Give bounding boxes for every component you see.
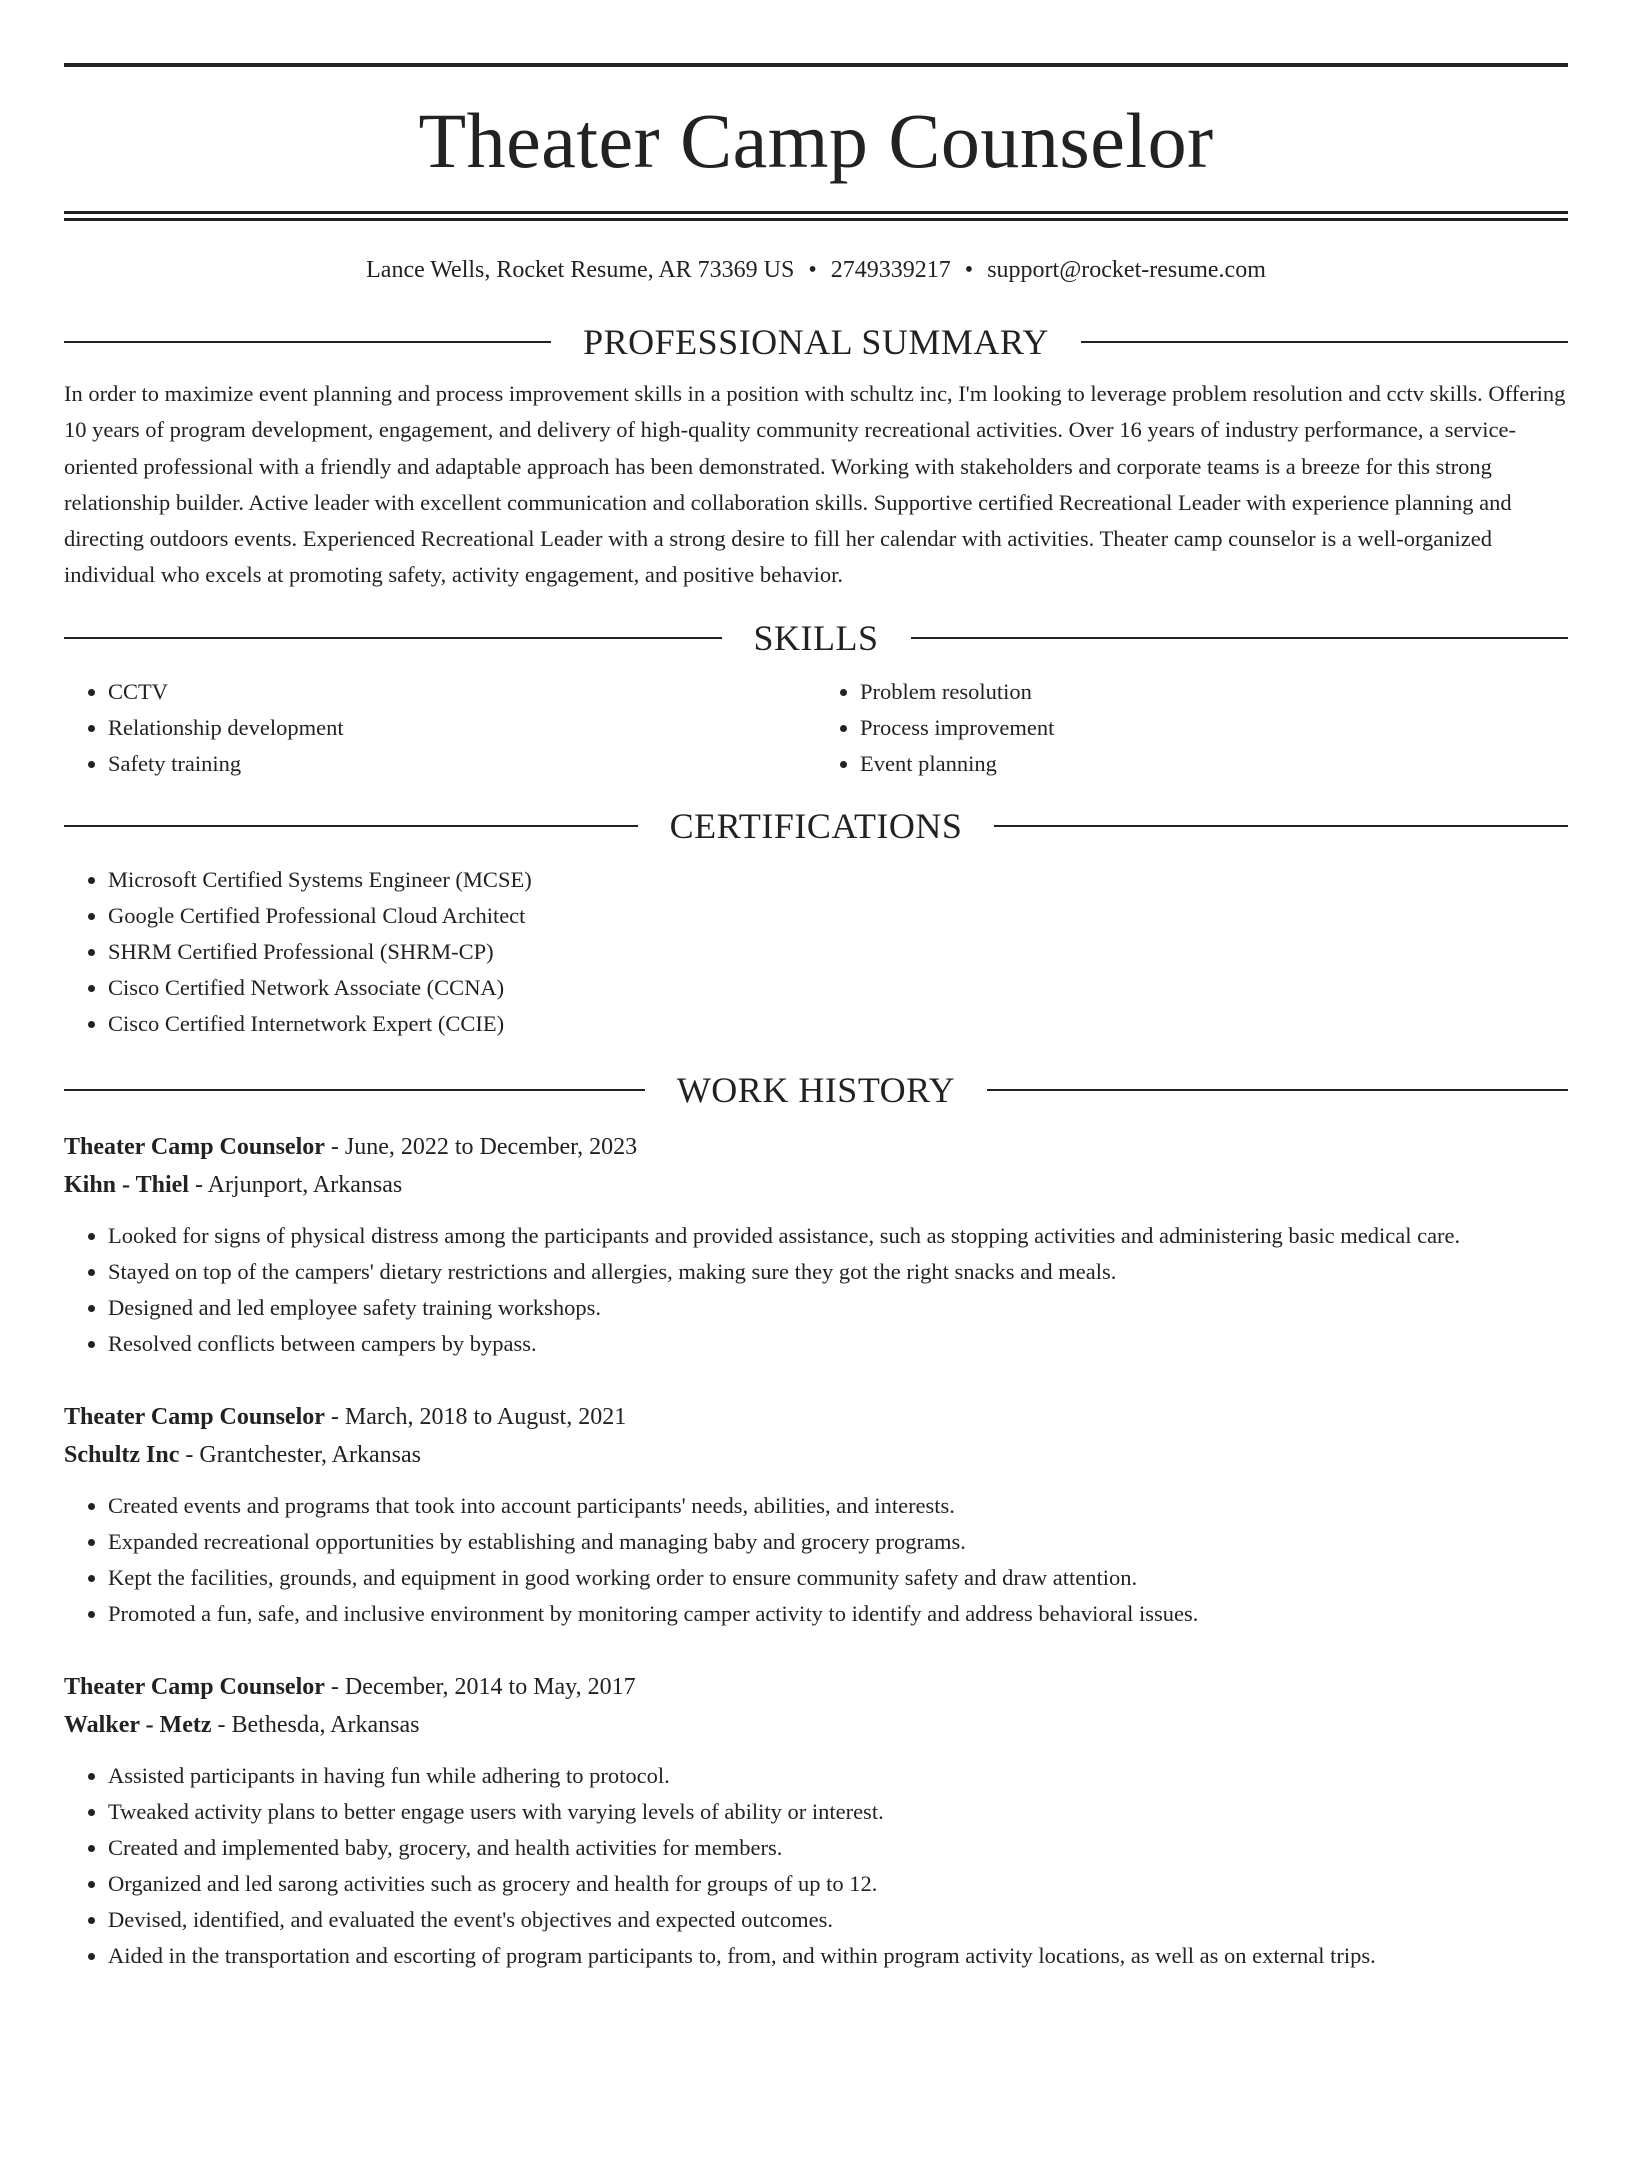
certifications-heading: CERTIFICATIONS [669,805,963,846]
job-title: Theater Camp Counselor [64,1673,325,1700]
skill-item: • Problem resolution [860,674,1568,710]
job-bullets [64,1218,1568,1362]
job-dates: - December, 2014 to May, 2017 [324,1673,636,1700]
page-title: Theater Camp Counselor [418,97,1214,184]
certification-item: • Cisco Certified Internetwork Expert (CCIE) [108,1006,1568,1042]
job-bullets [64,1758,1568,1974]
certification-item: • Cisco Certified Network Associate (CCNA) [108,970,1568,1006]
job-bullet: • Aided in the transportation and escorting of program participants to, from, and within program activity locations, as well as on external trips. [108,1938,1568,1974]
job-entry [64,1128,1568,1362]
job-bullet: • Stayed on top of the campers' dietary restrictions and allergies, making sure they got the right snacks and meals. [108,1254,1568,1290]
job-location: - Bethesda, Arkansas [211,1711,420,1738]
job-company-line [64,1706,1568,1744]
heading-rule-left [64,637,722,639]
job-location: - Grantchester, Arkansas [179,1441,421,1468]
skill-item: • Process improvement [860,710,1568,746]
certification-item: • Microsoft Certified Systems Engineer (MCSE) [108,862,1568,898]
job-bullets [64,1488,1568,1632]
heading-rule-left [64,1089,645,1091]
job-company: Kihn - Thiel [64,1171,189,1198]
job-bullet: • Looked for signs of physical distress among the participants and provided assistance, such as stopping activities and administering basic medical care. [108,1218,1568,1254]
heading-rule-right [911,637,1569,639]
job-bullet: • Organized and led sarong activities such as grocery and health for groups of up to 12. [108,1866,1568,1902]
work-section-heading [64,1068,1568,1112]
skills-column-right [816,674,1568,782]
job-entry [64,1398,1568,1632]
contact-separator: • [964,257,974,283]
summary-section-heading [64,320,1568,364]
skill-item: • CCTV [108,674,816,710]
contact-separator: • [808,257,817,283]
job-location: - Arjunport, Arkansas [188,1171,403,1198]
job-title-line [64,1128,1568,1166]
job-bullet: • Created and implemented baby, grocery, and health activities for members. [108,1830,1568,1866]
job-company-line [64,1166,1568,1204]
skills-section-heading [64,616,1568,660]
resume-page [0,63,1632,2175]
job-company-line [64,1436,1568,1474]
contact-address: Lance Wells, Rocket Resume, AR 73369 US [366,257,795,283]
work-heading: WORK HISTORY [676,1069,956,1110]
contact-email: support@rocket-resume.com [987,257,1266,283]
job-bullet: • Designed and led employee safety training workshops. [108,1290,1568,1326]
skill-item: • Relationship development [108,710,816,746]
heading-rule-right [994,825,1568,827]
job-bullet: • Promoted a fun, safe, and inclusive environment by monitoring camper activity to identify and address behavioral issues. [108,1596,1568,1632]
contact-phone: 2749339217 [830,257,951,283]
summary-text: In order to maximize event planning and process improvement skills in a position with schultz inc, I'm looking to leverage problem resolution and cctv skills. Offering 10 years of program development, engagement, and delivery of high-quality community recreational activities. Over 16 years of industry performance, a service-oriented professional with a friendly and adaptable approach has been demonstrated. Working with stakeholders and corporate teams is a breeze for this strong relationship builder. Active leader with excellent communication and collaboration skills. Supportive certified Recreational Leader with experience planning and directing outdoors events. Experienced Recreational Leader with a strong desire to fill her calendar with activities. Theater camp counselor is a well-organized individual who excels at promoting safety, activity engagement, and positive behavior. [64,381,1566,588]
job-bullet: • Expanded recreational opportunities by establishing and managing baby and grocery programs. [108,1524,1568,1560]
title-double-rule [64,211,1568,221]
heading-rule-left [64,825,638,827]
job-entry [64,1668,1568,1974]
certifications-list [64,862,1568,1042]
job-title-line [64,1398,1568,1436]
job-title: Theater Camp Counselor [64,1133,325,1160]
skills-heading: SKILLS [753,617,879,658]
certifications-section-heading [64,804,1568,848]
job-bullet: • Created events and programs that took into account participants' needs, abilities, and interests. [108,1488,1568,1524]
job-company: Walker - Metz [64,1711,212,1738]
skills-list [64,674,1568,782]
certification-item: • SHRM Certified Professional (SHRM-CP) [108,934,1568,970]
contact-line [64,254,1568,286]
job-title-line [64,1668,1568,1706]
top-rule [64,63,1568,67]
skills-column-left [64,674,816,782]
heading-rule-right [1081,341,1568,343]
job-bullet: • Assisted participants in having fun while adhering to protocol. [108,1758,1568,1794]
job-bullet: • Devised, identified, and evaluated the event's objectives and expected outcomes. [108,1902,1568,1938]
skill-item: • Event planning [860,746,1568,782]
job-dates: - June, 2022 to December, 2023 [324,1133,638,1160]
job-bullet: • Tweaked activity plans to better engage users with varying levels of ability or interest. [108,1794,1568,1830]
heading-rule-right [987,1089,1568,1091]
job-dates: - March, 2018 to August, 2021 [324,1403,627,1430]
job-bullet: • Kept the facilities, grounds, and equipment in good working order to ensure community safety and draw attention. [108,1560,1568,1596]
skill-item: • Safety training [108,746,816,782]
heading-rule-left [64,341,551,343]
certification-item: • Google Certified Professional Cloud Architect [108,898,1568,934]
job-company: Schultz Inc [64,1441,180,1468]
summary-heading: PROFESSIONAL SUMMARY [583,322,1049,362]
job-bullet: • Resolved conflicts between campers by bypass. [108,1326,1568,1362]
job-title: Theater Camp Counselor [64,1403,325,1430]
